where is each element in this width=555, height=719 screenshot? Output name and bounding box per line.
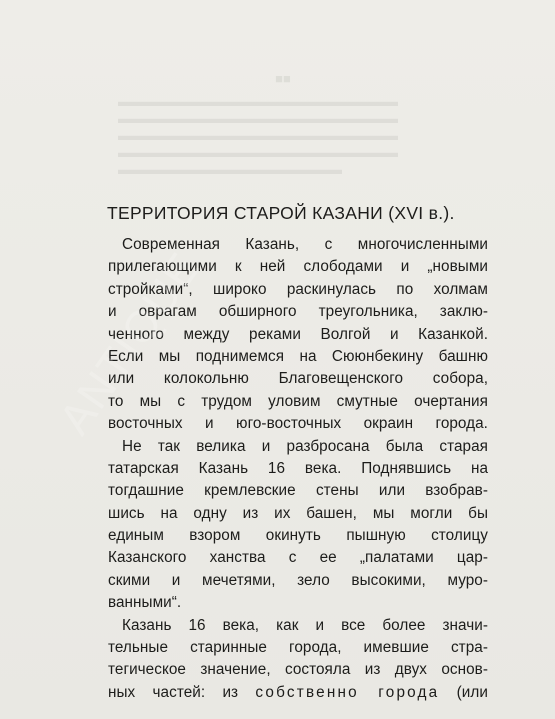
text-line: шись на одну из их башен, мы могли бы [108, 504, 488, 522]
text-line: или колокольню Благовещенского собора, [108, 370, 488, 388]
text-fragment: ных частей: из [108, 683, 239, 701]
text-line: единым взором окинуть пышную столицу [108, 527, 488, 545]
text-line: то мы с трудом уловим смутные очертания [108, 392, 488, 410]
show-through-text: ■■ ▬▬▬▬▬▬▬▬▬▬▬▬▬▬▬▬▬▬▬▬ ▬▬▬▬▬▬▬▬▬▬▬▬▬▬▬▬▬▬▬▬ ▬▬▬▬▬▬▬▬▬▬▬▬▬▬▬▬▬▬▬▬ ▬▬▬▬▬▬▬▬▬▬▬▬▬▬▬▬▬▬▬▬ ▬▬▬▬▬▬▬▬▬▬▬▬▬▬▬▬ [118, 71, 398, 177]
text-line: и оврагам обширного треугольника, заклю- [108, 303, 488, 321]
text-fragment: (или [456, 683, 488, 701]
text-line: стройками“, широко раскинулась по холмам [108, 280, 488, 298]
watermark: ANTIQUE [50, 243, 211, 444]
text-line: ченного между реками Волгой и Казанкой. [108, 325, 488, 343]
spaced-emphasis: собственно города [255, 683, 440, 701]
text-line: тегическое значение, состояла из двух основ- [108, 661, 488, 679]
text-line: Не так велика и разбросана была старая [122, 437, 488, 455]
text-line: скими и мечетями, зело высокими, муро- [108, 571, 488, 589]
text-line: прилегающими к ней слободами и „новыми [108, 258, 488, 276]
text-line: Казань 16 века, как и все более значи- [122, 616, 488, 634]
text-line: Современная Казань, с многочисленными [122, 236, 488, 253]
section-title: ТЕРРИТОРИЯ СТАРОЙ КАЗАНИ (XVI в.). [107, 203, 455, 223]
text-line: тогдашние кремлевские стены или взобрав- [108, 482, 488, 500]
text-line: татарская Казань 16 века. Поднявшись на [108, 459, 488, 477]
text-line: Казанского ханства с ее „палатами цар- [108, 549, 488, 567]
text-line: Если мы поднимемся на Сююнбекину башню [108, 347, 488, 365]
text-line: восточных и юго-восточных окраин города. [108, 415, 488, 433]
text-line: ванными“. [108, 594, 182, 612]
text-line: тельные старинные города, имевшие стра- [108, 639, 488, 657]
text-line [108, 682, 488, 704]
